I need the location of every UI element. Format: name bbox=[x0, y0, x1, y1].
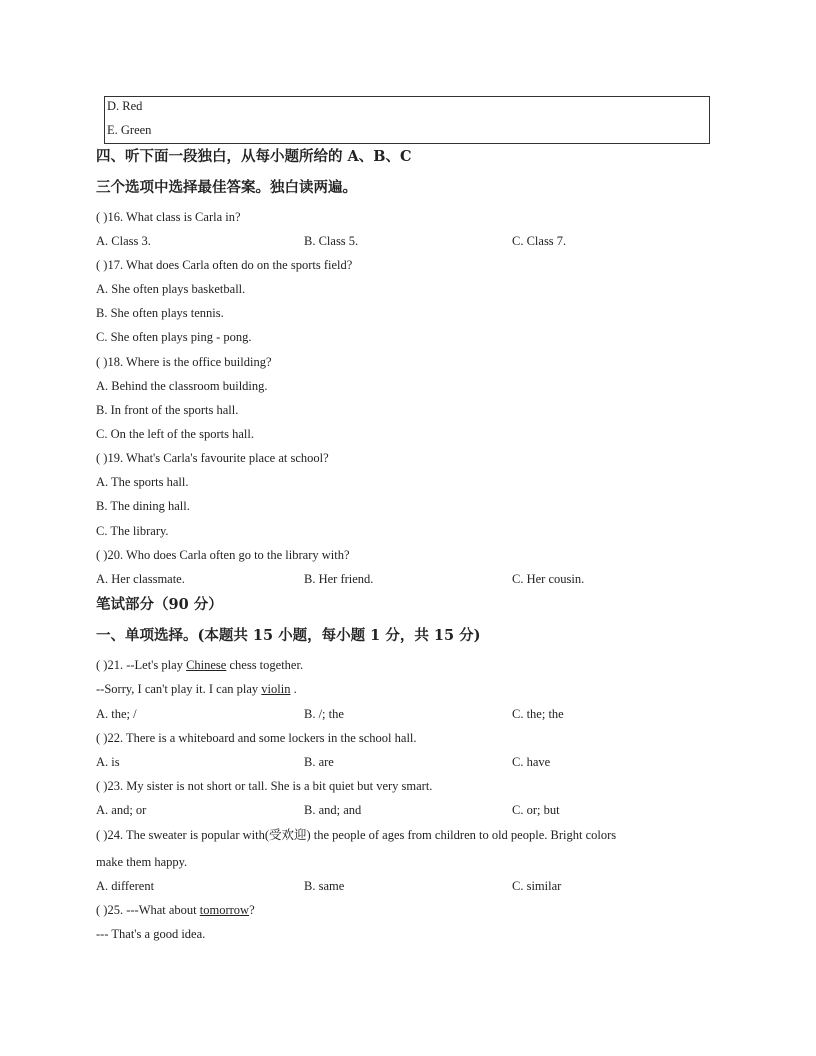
q24-stem: ( )24. The sweater is popular with(受欢迎) the people of ages from children to old people. Bright colors bbox=[96, 828, 617, 842]
written-part-title: 笔试部分（90 分） bbox=[96, 596, 223, 613]
q24-line2: make them happy. bbox=[96, 855, 188, 869]
q25-stem-tail: ? bbox=[249, 903, 255, 917]
option-d: D. Red bbox=[107, 99, 143, 113]
q25-stem-text: ( )25. ---What about bbox=[96, 903, 200, 917]
q17-option-c: C. She often plays ping - pong. bbox=[96, 330, 252, 344]
q18-stem: ( )18. Where is the office building? bbox=[96, 355, 272, 369]
q21-option-a: A. the; / bbox=[96, 707, 137, 721]
q22-option-a: A. is bbox=[96, 755, 120, 769]
q18-option-a: A. Behind the classroom building. bbox=[96, 379, 268, 393]
q22-option-c: C. have bbox=[512, 755, 551, 769]
q24-option-a: A. different bbox=[96, 879, 155, 893]
q18-option-c: C. On the left of the sports hall. bbox=[96, 427, 254, 441]
q21-line2-underlined-word: violin bbox=[261, 682, 291, 696]
q17-stem: ( )17. What does Carla often do on the sports field? bbox=[96, 258, 353, 272]
q23-stem: ( )23. My sister is not short or tall. She is a bit quiet but very smart. bbox=[96, 779, 433, 793]
q21-option-b: B. /; the bbox=[304, 707, 344, 721]
q25-underlined-word: tomorrow bbox=[199, 903, 250, 917]
q21-line2-tail: . bbox=[290, 682, 297, 696]
q25-line2: --- That's a good idea. bbox=[96, 927, 206, 941]
q24-option-b: B. same bbox=[304, 879, 345, 893]
options-box bbox=[104, 96, 710, 144]
q24-option-c: C. similar bbox=[512, 879, 562, 893]
q21-stem bbox=[96, 657, 303, 673]
q16-option-a: A. Class 3. bbox=[96, 234, 151, 248]
q16-option-b: B. Class 5. bbox=[304, 234, 359, 248]
q16-stem: ( )16. What class is Carla in? bbox=[96, 210, 241, 224]
q23-option-a: A. and; or bbox=[96, 803, 147, 817]
section1-title: 一、单项选择。(本题共 15 小题，每小题 1 分，共 15 分) bbox=[96, 627, 481, 644]
q22-stem: ( )22. There is a whiteboard and some lockers in the school hall. bbox=[96, 731, 417, 745]
q21-option-c: C. the; the bbox=[512, 707, 564, 721]
q20-option-b: B. Her friend. bbox=[304, 572, 374, 586]
q19-option-c: C. The library. bbox=[96, 524, 169, 538]
q21-underlined-word: Chinese bbox=[186, 658, 227, 672]
section4-title-line2: 三个选项中选择最佳答案。独白读两遍。 bbox=[96, 179, 357, 196]
q21-stem-text: ( )21. --Let's play bbox=[96, 658, 187, 672]
q19-stem: ( )19. What's Carla's favourite place at school? bbox=[96, 451, 329, 465]
q23-option-b: B. and; and bbox=[304, 803, 362, 817]
q19-option-b: B. The dining hall. bbox=[96, 499, 190, 513]
q21-line2 bbox=[96, 681, 297, 697]
q17-option-a: A. She often plays basketball. bbox=[96, 282, 246, 296]
q19-option-a: A. The sports hall. bbox=[96, 475, 189, 489]
q20-option-a: A. Her classmate. bbox=[96, 572, 185, 586]
q20-option-c: C. Her cousin. bbox=[512, 572, 585, 586]
q25-stem bbox=[96, 902, 255, 918]
section4-title-line1: 四、听下面一段独白，从每小题所给的 A、B、C bbox=[96, 148, 412, 165]
q18-option-b: B. In front of the sports hall. bbox=[96, 403, 239, 417]
q17-option-b: B. She often plays tennis. bbox=[96, 306, 224, 320]
q21-line2-text: --Sorry, I can't play it. I can play bbox=[96, 682, 262, 696]
q22-option-b: B. are bbox=[304, 755, 334, 769]
q23-option-c: C. or; but bbox=[512, 803, 560, 817]
q16-option-c: C. Class 7. bbox=[512, 234, 567, 248]
q20-stem: ( )20. Who does Carla often go to the library with? bbox=[96, 548, 350, 562]
q21-stem-tail: chess together. bbox=[226, 658, 304, 672]
option-e: E. Green bbox=[107, 123, 152, 137]
